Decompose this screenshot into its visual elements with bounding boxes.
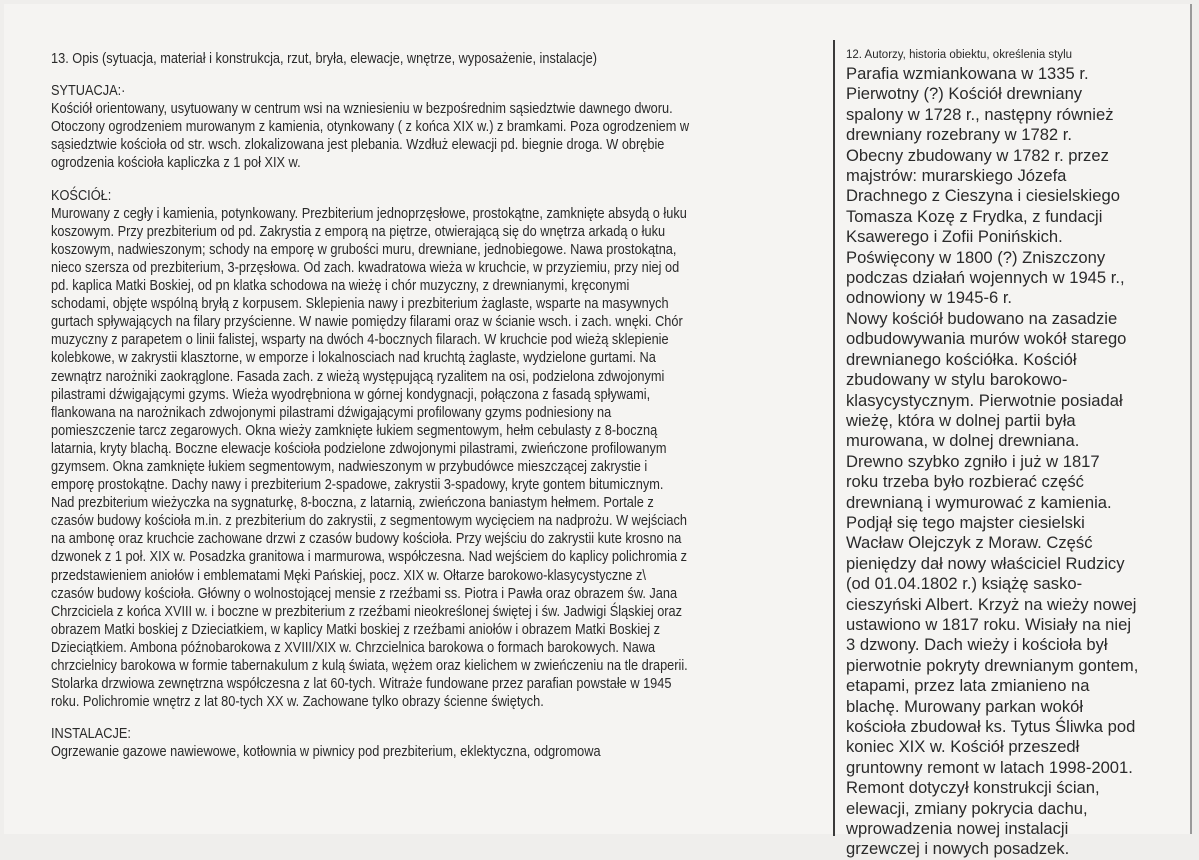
history-text-line: blachę. Murowany parkan wokół: [846, 696, 1084, 716]
history-text-line: zbudowany w stylu barokowo-: [846, 370, 1068, 390]
section-text-line: Murowany z cegły i kamienia, potynkowany. Prezbiterium jednoprzęsłowe, prostokątne, zamknięte absydą o łuku: [51, 204, 687, 222]
history-text-line: odnowiony w 1945-6 r.: [846, 288, 1013, 308]
section-text-line: chrzcielnicy barokowa w formie tabernakulum z kulą świata, wężem oraz kielichem w zwieńczeniu na tle draperii.: [51, 657, 688, 674]
section-text-line: kolebkowe, w zakrystii klasztorne, w emporze i lokalnosciach nad kruchtą żaglaste, wydzielone gurtami. Na: [51, 349, 656, 367]
history-text-line: elewacji, zmiany pokrycia dachu,: [846, 798, 1088, 818]
section-text-line: Dzieciątkiem. Ambona późnobarokowa z XVIII/XIX w. Chrzcielnica barokowa o formach barokowych. Nawa: [51, 638, 656, 656]
history-text-line: pierwotnie pokryty drewnianym gontem,: [846, 655, 1139, 675]
history-text-line: koniec XIX w. Kościół przeszedł: [846, 737, 1080, 757]
section-text-line: latarnia, kryty blachą. Boczne elewacje kościoła podzielone zdwojonymi pilastrami, zwieńczone profilowanym: [51, 439, 667, 457]
description-column: [51, 50, 807, 761]
section-text-line: obrazem Matki boskiej z Dzieciatkiem, w kaplicy Matki boskiej z rzeźbami aniołów i obrazem Matki Boskiej z: [51, 620, 661, 638]
section-text-line: pomieszczenie tarcz zegarowych. Okna wieży zamknięte łukiem segmentowym, hełm cebulasty z 8-boczną: [51, 421, 658, 439]
section-text-line: dzwonek z 1 poł. XIX w. Posadzka granitowa i marmurowa, współczesna. Nad wejściem do kaplicy polichromia z: [51, 548, 688, 566]
history-text-line: Poświęcony w 1800 (?) Zniszczony: [846, 247, 1106, 267]
history-text-line: wprowadzenia nowej instalacji: [846, 819, 1069, 839]
section-text-line: Otoczony ogrodzeniem murowanym z kamienia, otynkowany ( z końca XIX w.) z bramkami. Poza ogrodzeniem w: [51, 118, 690, 136]
section-text-line: flankowana na narożnikach zdwojonymi pilastrami dźwigającymi profilowany gzyms podniesiony na: [51, 403, 612, 421]
section-text-line: Kościół orientowany, usytuowany w centrum wsi na wzniesieniu w bezpośrednim sąsiedztwie dawnego dworu.: [51, 100, 673, 118]
history-text-line: klasycystycznym. Pierwotnie posiadał: [846, 390, 1123, 410]
section-text-line: koszowym. Przy prezbiterium od pd. Zakrystia z emporą na piętrze, otwierającą się do wnętrza arkadą o łuku: [51, 222, 666, 240]
history-text-line: majstrów: murarskiego Józefa: [846, 166, 1067, 186]
history-text-line: Podjął się tego majster ciesielski: [846, 512, 1085, 532]
history-text-line: drewnianego kościółka. Kościół: [846, 349, 1077, 369]
section-title: INSTALACJE:: [51, 725, 131, 743]
history-text-line: etapami, przez lata zmianieno na: [846, 676, 1090, 696]
history-text-line: Ksawerego i Zofii Ponińskich.: [846, 227, 1063, 247]
history-text-line: spalony w 1728 r., następny również: [846, 104, 1114, 124]
history-text-line: 3 dzwony. Dach wieży i kościoła był: [846, 635, 1108, 655]
history-text-line: Drewno szybko zgniło i już w 1817: [846, 451, 1100, 471]
section-text-line: emporę prostokątne. Dachy nawy i prezbiterium 2-spadowe, zakrystii 3-spadowy, kryte gontem bitumicznym.: [51, 476, 664, 494]
section-text-line: koszowym, nadwieszonym; schody na emporę w grubości muru, drewniane, jednobiegowe. Nawa prostokątna,: [51, 240, 677, 258]
history-text-line: drewniany rozebrany w 1782 r.: [846, 125, 1072, 145]
history-text-line: Wacław Olejczyk z Moraw. Część: [846, 533, 1093, 553]
history-text-line: kościoła zbudował ks. Tytus Śliwka pod: [846, 717, 1136, 736]
description-heading: 13. Opis (sytuacja, materiał i konstrukcja, rzut, bryła, elewacje, wnętrze, wyposażenie, instalacje): [51, 50, 597, 67]
history-text-line: Drachnego z Cieszyna i ciesielskiego: [846, 186, 1120, 206]
section-gap: [51, 711, 807, 725]
section-text-line: przedstawieniem aniołów i emblematami Męki Pańskiej, pocz. XIX w. Ołtarze barokowo-klasycystyczne z\: [51, 566, 646, 584]
section-gap: [51, 68, 807, 82]
history-text-line: (od 01.04.1802 r.) książę sasko-: [846, 574, 1083, 594]
history-text-line: gruntowny remont w latach 1998-2001.: [846, 757, 1133, 777]
section-text-line: Chrzciciela z końca XVIII w. i boczne w prezbiterium z rzeźbami nieokreślonej świętej i św. Jadwigi Śląskiej oraz: [51, 602, 683, 620]
history-text-line: odbudowywania murów wokół starego: [846, 329, 1127, 349]
history-text-line: grzewczej i nowych posadzek.: [846, 839, 1070, 859]
history-text-line: cieszyński Albert. Krzyż na wieży nowej: [846, 594, 1137, 614]
section-text-line: czasów budowy kościoła m.in. z prezbiterium do zakrystii, z segmentowym wycięciem na nadprożu. W wejściach: [51, 512, 687, 530]
history-text-line: ustawiono w 1817 roku. Wisiały na niej: [846, 614, 1132, 634]
section-text-line: sąsiedztwie kościoła od str. wsch. zlokalizowana jest plebania. Wzdłuż elewacji pd. biegnie droga. W obrębie: [51, 136, 665, 154]
section-text-line: zewnątrz narożniki zaokrąglone. Fasada zach. z wieżą występującą ryzalitem na osi, podzielona zdwojonymi: [51, 367, 665, 385]
section-title: SYTUACJA:·: [51, 82, 126, 100]
history-text-line: pieniędzy dał nowy właściciel Rudzicy: [846, 553, 1125, 573]
history-text-line: murowana, w dolnej drewniana.: [846, 431, 1080, 451]
section-gap: [51, 173, 807, 187]
history-text-line: Nowy kościół budowano na zasadzie: [846, 308, 1118, 328]
section-text-line: gurtach spływających na filary przyścienne. W nawie pomiędzy filarami oraz w ścianie wsch. i zach. wnęki. Chór: [51, 313, 683, 331]
scanned-form-page: [4, 4, 1192, 859]
history-text-line: podczas działań wojennych w 1945 r.,: [846, 268, 1125, 288]
history-column: [846, 48, 1176, 860]
history-heading: 12. Autorzy, historia obiektu, określenia stylu: [846, 49, 1073, 61]
history-text-line: wieżę, która w dolnej partii była: [846, 410, 1076, 430]
section-text-line: pd. kaplica Matki Boskiej, od pn klatka schodowa na wieżę i chór muzyczny, z drewnianymi, kręconymi: [51, 277, 630, 295]
section-text-line: pilastrami dźwigającymi gzyms. Wieża wyodrębniona w górnej kondygnacji, połączona z fasadą spływami,: [51, 385, 651, 403]
history-text-line: Obecny zbudowany w 1782 r. przez: [846, 145, 1109, 165]
history-text-line: roku trzeba było rozbierać część: [846, 472, 1084, 492]
column-divider: [833, 40, 835, 836]
section-text-line: Stolarka drzwiowa zewnętrzna współczesna z lat 60-tych. Witraże fundowane przez parafian powstałe w 1945: [51, 675, 672, 693]
history-text-line: Parafia wzmiankowana w 1335 r.: [846, 64, 1089, 83]
section-text-line: gzymsem. Okna zamknięte łukiem segmentowym, nadwieszonym w przybudówce mieszczącej zakrystie i: [51, 457, 648, 475]
section-text-line: czasów budowy kościoła. Główny o wolnostojącej mensie z rzeźbami ss. Piotra i Pawła oraz obrazem św. Jana: [51, 584, 678, 602]
section-text-line: na ambonę oraz kruchcie zachowane drzwi z czasów budowy kościoła. Przy wejściu do zakrystii kute krosno na: [51, 530, 682, 548]
section-text-line: Ogrzewanie gazowe nawiewowe, kotłownia w piwnicy pod prezbiterium, eklektyczna, odgromowa: [51, 743, 601, 761]
history-text-line: Remont dotyczył konstrukcji ścian,: [846, 778, 1100, 798]
history-text-line: Tomasza Kozę z Frydka, z fundacji: [846, 206, 1103, 226]
history-text-line: Pierwotny (?) Kościół drewniany: [846, 84, 1083, 104]
section-title: KOŚCIÓŁ:: [51, 186, 112, 204]
section-text-line: ogrodzenia kościoła kapliczka z 1 poł XIX w.: [51, 154, 301, 172]
section-text-line: nieco szersza od prezbiterium, 3-przęsłowa. Od zach. kwadratowa wieża w kruchcie, w przyziemiu, przy niej od: [51, 258, 680, 276]
section-text-line: schodami, objęte wspólną bryłą z korpusem. Sklepienia nawy i prezbiterium żaglaste, wsparte na masywnych: [51, 295, 669, 313]
history-text-line: drewnianą i wymurować z kamienia.: [846, 492, 1112, 512]
section-text-line: Nad prezbiterium wieżyczka na sygnaturkę, 8-boczna, z latarnią, zwieńczona baniastym hełmem. Portale z: [51, 494, 654, 512]
section-text-line: roku. Polichromie wnętrz z lat 80-tych XX w. Zachowane tylko obrazy ścienne świętych.: [51, 693, 544, 711]
section-text-line: muzyczny z parapetem o linii falistej, wsparty na dwóch 4-bocznych filarach. W kruchcie pod wieżą sklepienie: [51, 331, 669, 349]
